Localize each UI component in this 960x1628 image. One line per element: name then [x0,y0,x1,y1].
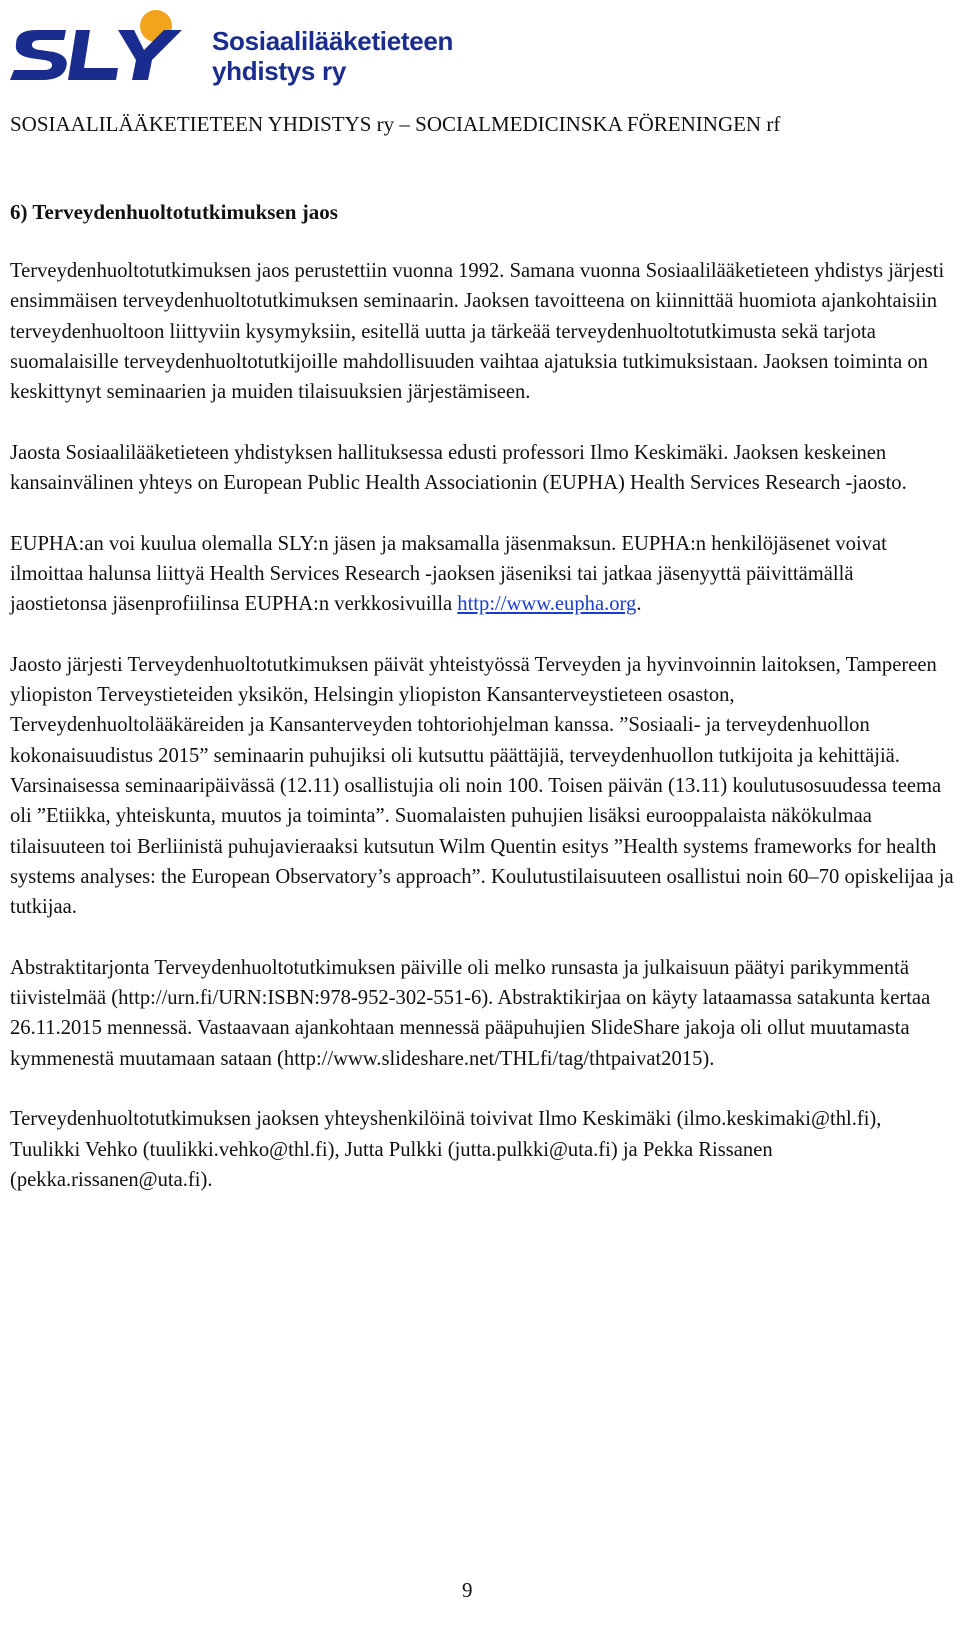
page-number: 9 [462,1578,473,1602]
section-heading: 6) Terveydenhuoltotutkimuksen jaos [10,200,338,224]
eupha-link[interactable]: http://www.eupha.org [457,593,637,616]
paragraph-founding: Terveydenhuoltotutkimuksen jaos perustettiin vuonna 1992. Samana vuonna Sosiaalilääketieteen yhdistys järjesti ensimmäisen terveydenhuoltotutkimuksen seminaarin. Jaoksen tavoitteena on kiinnittää huomiota ajankohtaisiin terveydenhuoltoon liittyviin kysymyksiin, esitellä uutta ja tärkeää terveydenhuoltotutkimusta sekä tarjota suomalaisille terveydenhuoltotutkijoille mahdollisuuden vaihtaa ajatuksia tutkimuksistaan. Jaoksen toiminta on keskittynyt seminaarien ja muiden tilaisuuksien järjestämiseen. [10,260,945,404]
sly-logo-mark [6,4,206,88]
paragraph-abstracts: Abstraktitarjonta Terveydenhuoltotutkimuksen päiville oli melko runsasta ja julkaisuun päätyi parikymmentä tiivistelmää (http://urn.fi/URN:ISBN:978-952-302-551-6). Abstraktikirjaa on käyty lataamassa satakunta kertaa 26.11.2015 mennessä. Vastaavaan ajankohtaan mennessä pääpuhujien SlideShare jakoja oli ollut muutamasta kymmenestä muutamaan sataan (http://www.slideshare.net/THLfi/tag/thtpaivat2015). [10,956,931,1070]
logo-line-1: Sosiaalilääketieteen [212,26,454,56]
logo-line-2: yhdistys ry [212,56,346,86]
paragraph-board: Jaosta Sosiaalilääketieteen yhdistyksen hallituksessa edusti professori Ilmo Keskimäki. Jaoksen keskeinen kansainvälinen yhteys on European Public Health Associationin (EUPHA) Health Services Research -jaosto. [10,441,907,495]
organization-name: SOSIAALILÄÄKETIETEEN YHDISTYS ry – SOCIALMEDICINSKA FÖRENINGEN rf [10,112,781,136]
logo-wordmark [212,26,453,86]
paragraph-eupha-text: EUPHA:an voi kuulua olemalla SLY:n jäsen ja maksamalla jäsenmaksun. EUPHA:n henkilöjäsenet voivat ilmoittaa halunsa liittyä Health Services Research -jaoksen jäseniksi tai jatkaa jäsenyyttä päivittämällä jaostietonsa jäsenprofiilinsa EUPHA:n verkkosivuilla [10,532,887,616]
body-text [10,256,955,1226]
paragraph-seminar: Jaosto järjesti Terveydenhuoltotutkimuksen päivät yhteistyössä Terveyden ja hyvinvoinnin laitoksen, Tampereen yliopiston Terveystieteiden yksikön, Helsingin yliopiston Kansanterveystieteen osaston, Terveydenhuoltolääkäreiden ja Kansanterveyden tohtoriohjelman kanssa. ”Sosiaali- ja terveydenhuollon kokonaisuudistus 2015” seminaarin puhujiksi oli kutsuttu päättäjiä, terveydenhuollon tutkijoita ja kehittäjiä. Varsinaisessa seminaaripäivässä (12.11) osallistujia oli noin 100. Toisen päivän (13.11) koulutusosuudessa teema oli ”Etiikka, yhteiskunta, muutos ja toiminta”. Suomalaisten puhujien lisäksi eurooppalaista näkökulmaa tilaisuuteen toi Berliinistä puhujavieraaksi kutsutun Wilm Quentin esitys ”Health systems frameworks for health systems analyses: the European Observatory’s approach”. Koulutustilaisuuteen osallistui noin 60–70 opiskelijaa ja tutkijaa. [10,653,954,919]
paragraph-contacts: Terveydenhuoltotutkimuksen jaoksen yhteyshenkilöinä toivivat Ilmo Keskimäki (ilmo.keskimaki@thl.fi), Tuulikki Vehko (tuulikki.vehko@thl.fi), Jutta Pulkki (jutta.pulkki@uta.fi) ja Pekka Rissanen (pekka.rissanen@uta.fi). [10,1108,882,1191]
paragraph-eupha [10,529,955,620]
sly-logo [6,4,456,88]
paragraph-eupha-end: . [636,593,642,616]
